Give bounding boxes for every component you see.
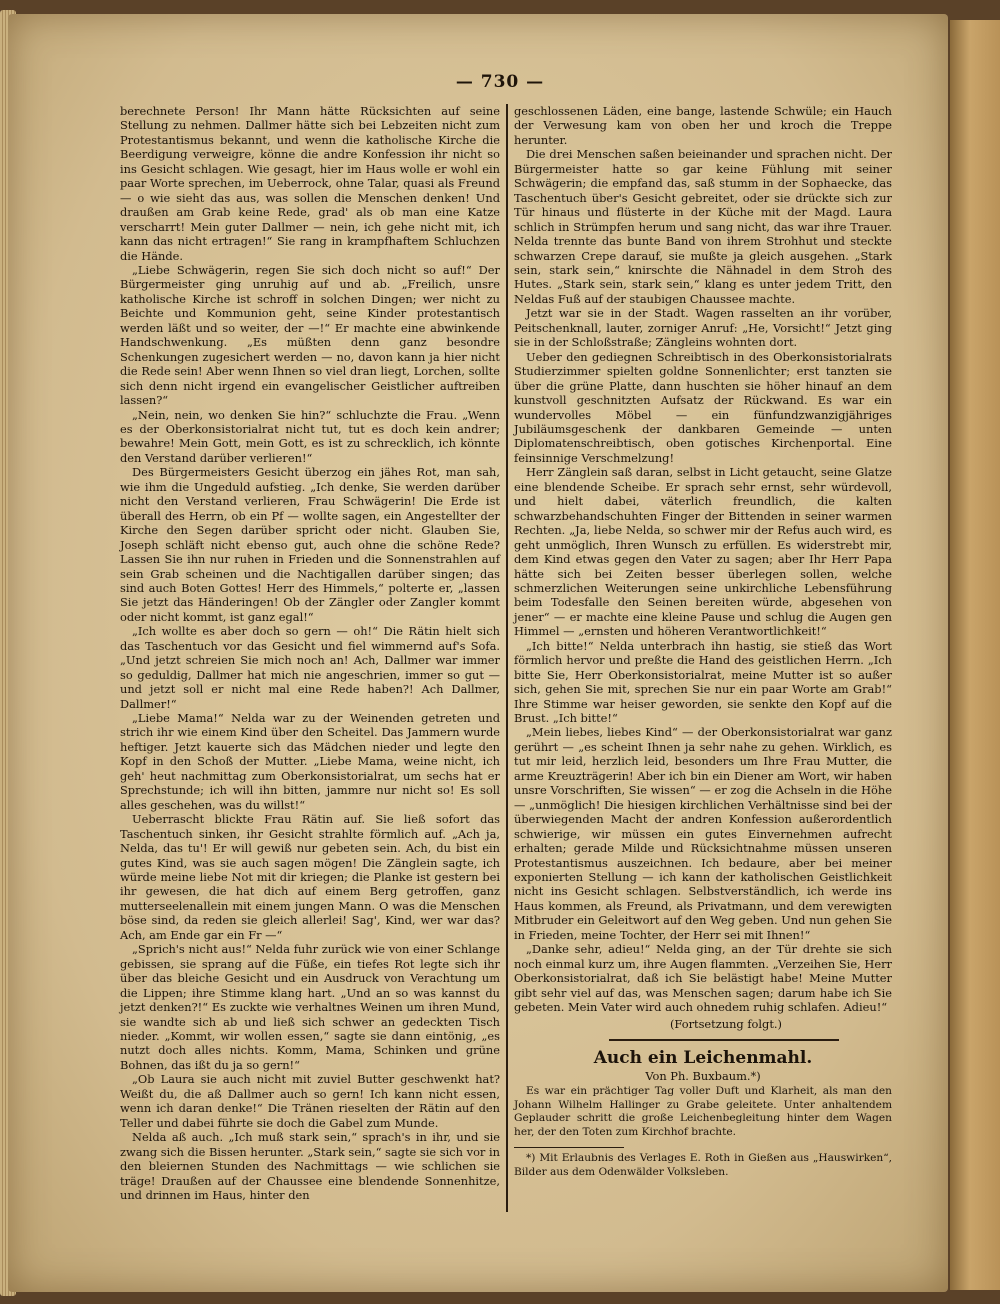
paragraph: Jetzt war sie in der Stadt. Wagen rasselten an ihr vorüber, Peitschenknall, lauter, zorniger Anruf: „He, Vorsicht!“ Jetzt ging sie in der Schloßstraße; Zängleins wohnten dort.: [514, 306, 892, 350]
paragraph: Des Bürgermeisters Gesicht überzog ein jähes Rot, man sah, wie ihm die Ungeduld aufstieg. „Ich denke, Sie werden darüber nicht den Verstand verlieren, Frau Schwägerin! Die Erde ist überall des Herrn, ob ein Pf — wollte sagen, ein Angestellter der Kirche den Segen darüber spricht oder nicht. Glauben Sie, Joseph schläft nicht ebenso gut, auch ohne die schöne Rede? Lassen Sie ihn nur ruhen in Frieden und die Sonnenstrahlen auf sein Grab scheinen und die Nachtigallen darüber singen; das sind auch Boten Gottes! Herr des Himmels,“ polterte er, „lassen Sie jetzt das Händeringen! Ob der Zängler oder Zangler kommt oder nicht kommt, ist ganz egal!“: [120, 465, 500, 624]
section-separator: [609, 1039, 839, 1041]
paragraph: „Ich bitte!“ Nelda unterbrach ihn hastig, sie stieß das Wort förmlich hervor und preßte die Hand des geistlichen Herrn. „Ich bitte Sie, Herr Oberkonsistorialrat, meine Mutter ist so außer sich, gehen Sie mit, sprechen Sie nur ein paar Worte am Grab!“ Ihre Stimme war heiser geworden, sie senkte den Kopf auf die Brust. „Ich bitte!“: [514, 638, 892, 726]
paragraph: „Nein, nein, wo denken Sie hin?“ schluchzte die Frau. „Wenn es der Oberkonsistorialrat nicht tut, tut es doch kein andrer; bewahre! Mein Gott, mein Gott, es ist zu schrecklich, ich könnte den Verstand darüber verlieren!“: [120, 407, 500, 465]
paragraph: „Liebe Mama!“ Nelda war zu der Weinenden getreten und strich ihr wie einem Kind über den Scheitel. Das Jammern wurde heftiger. Jetzt kauerte sich das Mädchen nieder und legte den Kopf in den Schoß der Mutter. „Liebe Mama, weine nicht, ich geh' heut nachmittag zum Oberkonsistorialrat, um sechs hat er Sprechstunde; ich will ihn bitten, jammre nur nicht so! Es soll alles geschehen, was du willst!“: [120, 711, 500, 812]
paragraph: Herr Zänglein saß daran, selbst in Licht getaucht, seine Glatze eine blendende Scheibe. Er sprach sehr ernst, sehr würdevoll, und hielt dabei, väterlich freundlich, die kalten schwarzbehandschuhten Finger der Bittenden in seiner warmen Rechten. „Ja, liebe Nelda, so schwer mir der Refus auch wird, es geht unmöglich, Ihren Wunsch zu erfüllen. Es widerstrebt mir, dem Kind etwas gegen den Vater zu sagen; aber Ihr Herr Papa hätte sich bei Zeiten besser überlegen sollen, welche schmerzlichen Weiterungen seine unkirchliche Lebensführung beim Todesfalle den Seinen bereiten würde, abgesehen von jener“ — er machte eine kleine Pause und schlug die Augen gen Himmel — „ernsten und höheren Verantwortlichkeit!“: [514, 465, 892, 639]
paragraph: Ueber den gediegnen Schreibtisch in des Oberkonsistorialrats Studierzimmer spielten goldne Sonnenlichter; erst tanzten sie über die grüne Platte, dann huschten sie höher hinauf an dem kunstvoll geschnitzten Aufsatz der Rückwand. Es war ein wundervolles Möbel — ein fünfundzwanzigjähriges Jubiläumsgeschenk der dankbaren Gemeinde — unten Diplomatenschreibtisch, oben gotisches Kirchenportal. Eine feinsinnige Verschmelzung!: [514, 349, 892, 465]
adjacent-page-edge: [950, 20, 1000, 1290]
paragraph: „Ob Laura sie auch nicht mit zuviel Butter geschwenkt hat? Weißt du, die aß Dallmer auch so gern! Ich kann nicht essen, wenn ich daran denke!“ Die Tränen rieselten der Rätin auf den Teller und dabei führte sie doch die Gabel zum Munde.: [120, 1072, 500, 1130]
article-footnote: *) Mit Erlaubnis des Verlages E. Roth in Gießen aus „Hauswirken“, Bilder aus dem Odenwälder Volksleben.: [514, 1152, 892, 1178]
right-column: [514, 104, 892, 1180]
paragraph: Die drei Menschen saßen beieinander und sprachen nicht. Der Bürgermeister hatte so gar keine Fühlung mit seiner Schwägerin; die empfand das, saß stumm in der Sophaecke, das Taschentuch über's Gesicht gebreitet, oder sie drückte sich zur Tür hinaus und flüsterte in der Küche mit der Magd. Laura schlich in Strümpfen herum und sang nicht, das war ihre Trauer. Nelda trennte das bunte Band von ihrem Strohhut und steckte schwarzen Crepe darauf, sie mußte ja gleich ausgehen. „Stark sein, stark sein,“ knirschte die Nähnadel in dem Stroh des Hutes. „Stark sein, stark sein,“ klang es unter jedem Tritt, den Neldas Fuß auf der staubigen Chaussee machte.: [514, 147, 892, 306]
left-column: [120, 104, 500, 1202]
paragraph: geschlossenen Läden, eine bange, lastende Schwüle; ein Hauch der Verwesung kam von oben her und kroch die Treppe herunter.: [514, 104, 892, 147]
novel-continuation: [514, 104, 892, 1015]
continuation-note: (Fortsetzung folgt.): [669, 1016, 782, 1031]
paragraph: „Ich wollte es aber doch so gern — oh!“ Die Rätin hielt sich das Taschentuch vor das Gesicht und fiel wimmernd auf's Sofa. „Und jetzt schreien Sie mich noch an! Ach, Dallmer war immer so geduldig, Dallmer hat mich nie angeschrien, immer so gut — und jetzt soll er nicht mal eine Rede haben?! Ach Dallmer, Dallmer!“: [120, 624, 500, 711]
paragraph: „Liebe Schwägerin, regen Sie sich doch nicht so auf!“ Der Bürgermeister ging unruhig auf und ab. „Freilich, unsre katholische Kirche ist schroff in solchen Dingen; wer nicht zu Beichte und Kommunion geht, seine Kinder protestantisch werden läßt und so weiter, der —!“ Er machte eine abwinkende Handschwenkung. „Es müßten denn ganz besondre Schenkungen zugesichert werden — no, davon kann ja hier nicht die Rede sein! Aber wenn Ihnen so viel dran liegt, Lorchen, sollte sich denn nicht irgend ein evangelischer Geistlicher auftreiben lassen?“: [120, 262, 500, 408]
column-divider: [506, 104, 508, 1212]
article-title: Auch ein Leichenmahl.: [593, 1047, 813, 1068]
paragraph: Ueberrascht blickte Frau Rätin auf. Sie ließ sofort das Taschentuch sinken, ihr Gesicht strahlte förmlich auf. „Ach ja, Nelda, das tu'! Er will gewiß nur gebeten sein. Ach, du bist ein gutes Kind, was sie auch sagen mögen! Die Zänglein sagte, ich würde meine liebe Not mit dir kriegen; die Planke ist gestern bei ihr gewesen, die hat dich auf einem Berg getroffen, ganz mutterseelenallein mit einem jungen Mann. O was die Menschen böse sind, da reden sie gleich allerlei! Sag', Kind, wer war das? Ach, am Ende gar ein Fr —“: [120, 812, 500, 942]
footnote-rule: [514, 1147, 624, 1148]
paragraph: „Danke sehr, adieu!“ Nelda ging, an der Tür drehte sie sich noch einmal kurz um, ihre Augen flammten. „Verzeihen Sie, Herr Oberkonsistorialrat, daß ich Sie belästigt habe! Meine Mutter gibt sehr viel auf das, was Menschen sagen; darum habe ich Sie gebeten. Mein Vater wird auch ohnedem ruhig schlafen. Adieu!“: [514, 942, 892, 1015]
paragraph: „Sprich's nicht aus!“ Nelda fuhr zurück wie von einer Schlange gebissen, sie sprang auf die Füße, ein tiefes Rot legte sich ihr über das bleiche Gesicht und ein Ausdruck von Verachtung um die Lippen; ihre Stimme klang hart. „Und an so was kannst du jetzt denken?!“ Es zuckte wie verhaltnes Weinen um ihren Mund, sie wandte sich ab und ließ sich schwer an gedeckten Tisch nieder. „Kommt, wir wollen essen,“ sagte sie dann eintönig, „es nutzt doch alles nichts. Komm, Mama, Schinken und grüne Bohnen, das ißt du ja so gern!“: [120, 942, 500, 1072]
article-byline: Von Ph. Buxbaum.*): [645, 1068, 761, 1083]
paragraph: „Mein liebes, liebes Kind“ — der Oberkonsistorialrat war ganz gerührt — „es scheint Ihnen ja sehr nahe zu gehen. Wirklich, es tut mir leid, herzlich leid, besonders um Ihre Frau Mutter, die arme Kreuzträgerin! Aber ich bin ein Diener am Wort, wir haben unsre Vorschriften, Sie wissen“ — er zog die Achseln in die Höhe — „unmöglich! Die hiesigen kirchlichen Verhältnisse sind bei der überwiegenden Macht der andren Konfession außerordentlich schwierige, wir müssen ein gutes Einvernehmen aufrecht erhalten; gerade Milde und Rücksichtnahme müssen unseren Protestantismus auszeichnen. Ich bedaure, aber bei meiner exponierten Stellung — ich kann der katholischen Geistlichkeit nicht ins Gesicht schlagen. Selbstverständlich, ich werde ins Haus kommen, als Freund, als Privatmann, und dem verewigten Mitbruder ein Geleitwort auf den Weg geben. Und nun gehen Sie in Frieden, meine Tochter, der Herr sei mit Ihnen!“: [514, 725, 892, 942]
page-number: — 730 —: [455, 72, 545, 92]
article-body: Es war ein prächtiger Tag voller Duft und Klarheit, als man den Johann Wilhelm Hallinger zu Grabe geleitete. Unter anhaltendem Geplauder schritt die große Leichenbegleitung hinter dem Wagen her, der den Toten zum Kirchhof brachte.: [514, 1084, 892, 1138]
paragraph: berechnete Person! Ihr Mann hätte Rücksichten auf seine Stellung zu nehmen. Dallmer hätte sich bei Lebzeiten nicht zum Protestantismus bekannt, und wenn die katholische Kirche die Beerdigung verweigre, könne die andre Konfession ihr nicht so ins Gesicht schlagen. Wie gesagt, hier im Haus wolle er wohl ein paar Worte sprechen, im Ueberrock, ohne Talar, quasi als Freund — o wie sieht das aus, was sollen die Menschen denken! Und draußen am Grab keine Rede, grad' als ob man eine Katze verscharrt! Mein guter Dallmer — nein, ich gehe nicht mit, ich kann das nicht ertragen!“ Sie rang in krampfhaftem Schluchzen die Hände.: [120, 104, 500, 263]
paragraph: Nelda aß auch. „Ich muß stark sein,“ sprach's in ihr, und sie zwang sich die Bissen herunter. „Stark sein,“ sagte sie sich vor in den bleiernen Stunden des Nachmittags — wie schlichen sie träge! Draußen auf der Chaussee eine blendende Sonnenhitze, und drinnen im Haus, hinter den: [120, 1130, 500, 1202]
